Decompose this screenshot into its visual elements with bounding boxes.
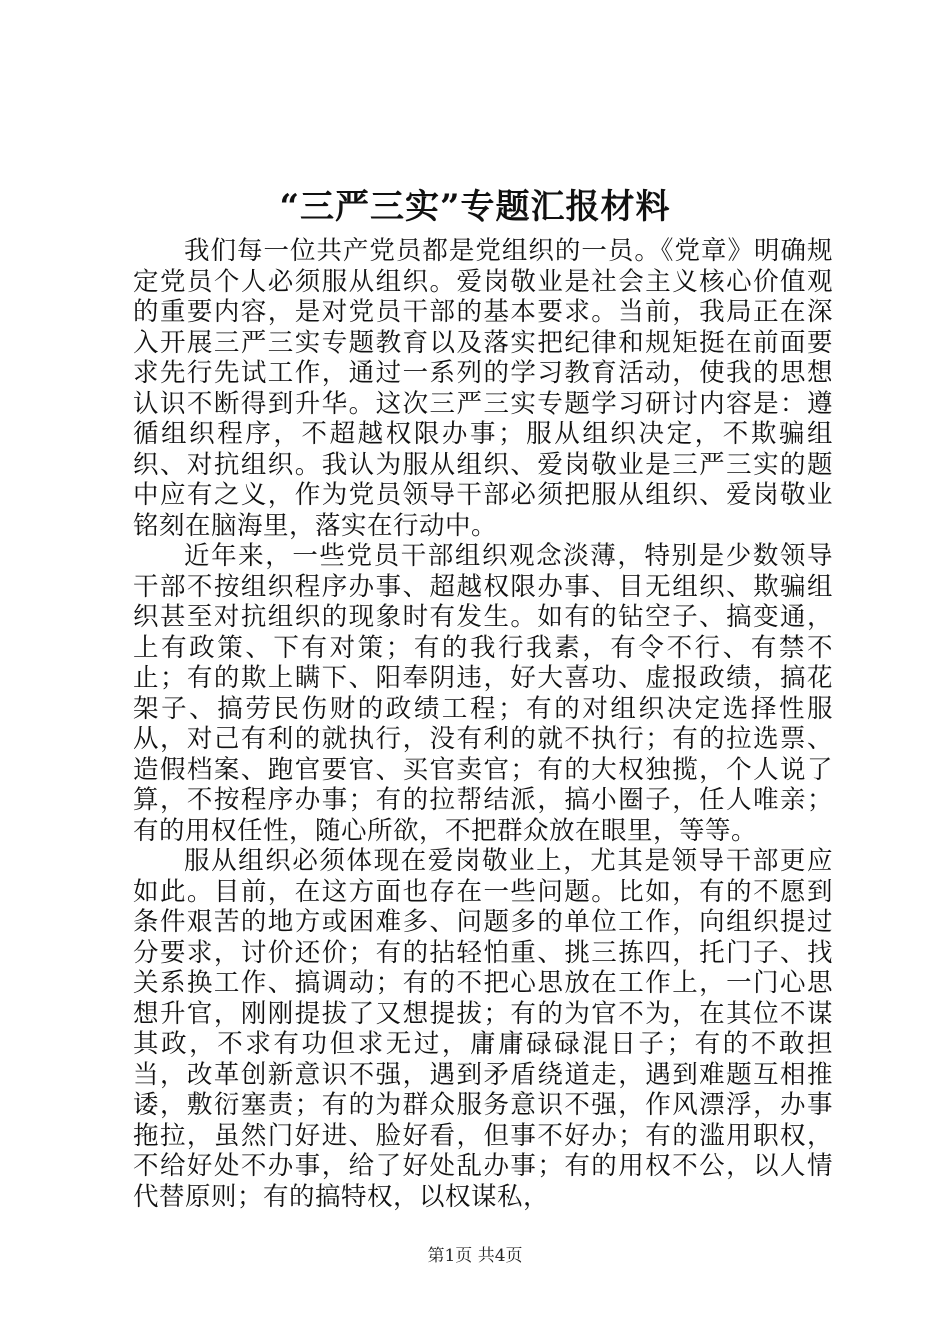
paragraph-3: 服从组织必须体现在爱岗敬业上，尤其是领导干部更应如此。目前，在这方面也存在一些问题。比如，有的不愿到条件艰苦的地方或困难多、问题多的单位工作，向组织提过分要求，讨价还价；有的拈轻怕重、挑三拣四，托门子、找关系换工作、搞调动；有的不把心思放在工作上，一门心思想升官，刚刚提拔了又想提拔；有的为官不为，在其位不谋其政，不求有功但求无过，庸庸碌碌混日子；有的不敢担当，改革创新意识不强，遇到矛盾绕道走，遇到难题互相推诿，敷衍塞责；有的为群众服务意识不强，作风漂浮，办事拖拉，虽然门好进、脸好看，但事不好办；有的滥用职权，不给好处不办事，给了好处乱办事；有的用权不公，以人情代替原则；有的搞特权，以权谋私，: [133, 846, 833, 1212]
paragraph-2: 近年来，一些党员干部组织观念淡薄，特别是少数领导干部不按组织程序办事、超越权限办事、目无组织、欺骗组织甚至对抗组织的现象时有发生。如有的钻空子、搞变通，上有政策、下有对策；有的我行我素，有令不行、有禁不止；有的欺上瞒下、阳奉阴违，好大喜功、虚报政绩，搞花架子、搞劳民伤财的政绩工程；有的对组织决定选择性服从，对己有利的就执行，没有利的就不执行；有的拉选票、造假档案、跑官要官、买官卖官；有的大权独揽，个人说了算，不按程序办事；有的拉帮结派，搞小圈子，任人唯亲；有的用权任性，随心所欲，不把群众放在眼里，等等。: [133, 541, 833, 846]
paragraph-1: 我们每一位共产党员都是党组织的一员。《党章》明确规定党员个人必须服从组织。爱岗敬业是社会主义核心价值观的重要内容，是对党员干部的基本要求。当前，我局正在深入开展三严三实专题教育以及落实把纪律和规矩挺在前面要求先行先试工作，通过一系列的学习教育活动，使我的思想认识不断得到升华。这次三严三实专题学习研讨内容是：遵循组织程序，不超越权限办事；服从组织决定，不欺骗组织、对抗组织。我认为服从组织、爱岗敬业是三严三实的题中应有之义，作为党员领导干部必须把服从组织、爱岗敬业铭刻在脑海里，落实在行动中。: [133, 236, 833, 541]
document-title: “三严三实”专题汇报材料: [279, 187, 671, 227]
page-number-footer: 第1页 共4页: [427, 1246, 523, 1266]
document-body: [133, 236, 833, 1212]
